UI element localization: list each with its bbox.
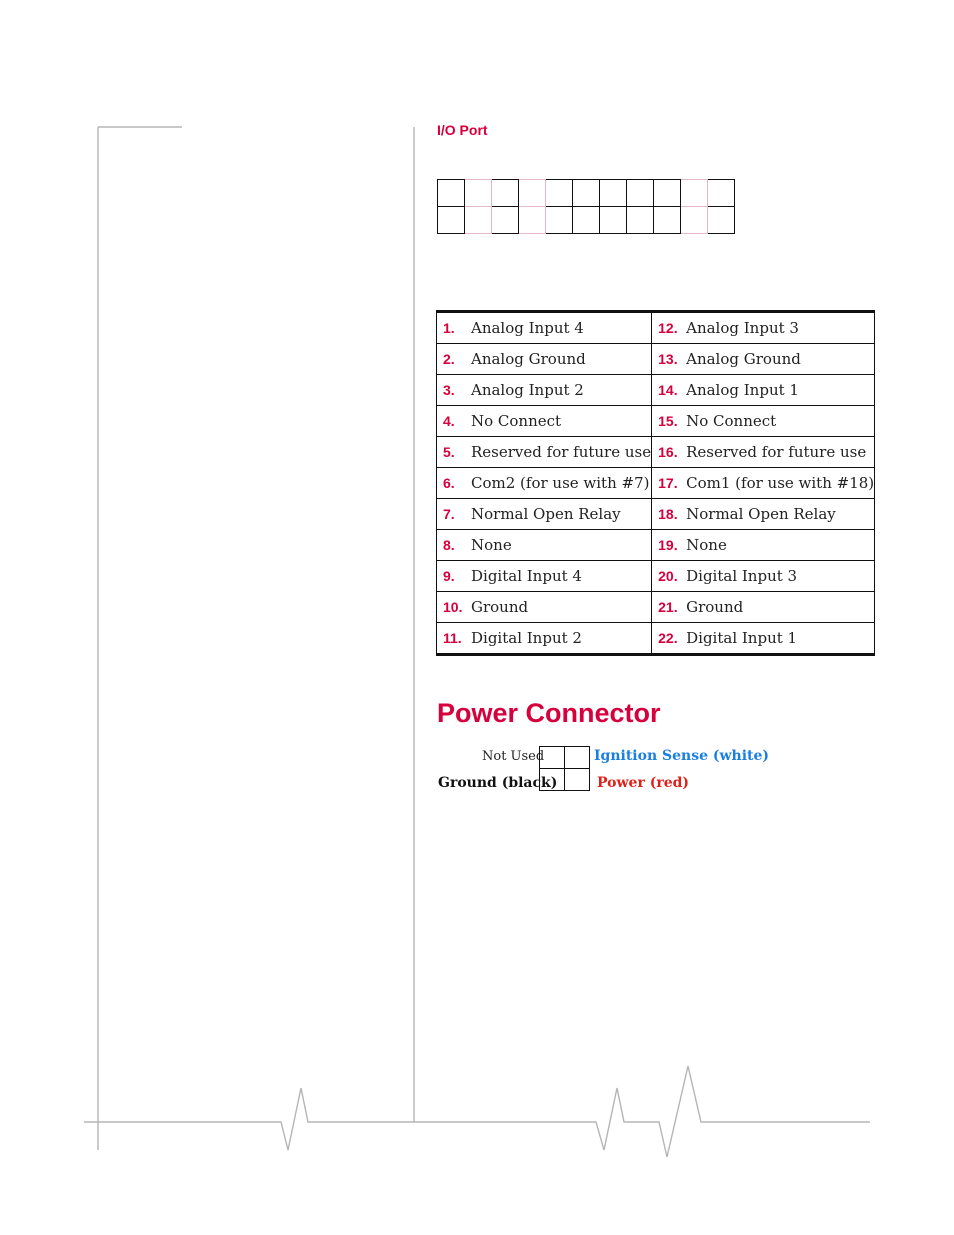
pin-cell [465,207,492,234]
pin-label: Digital Input 1 [686,629,798,647]
pin-number: 1. [443,320,455,336]
pin-entry-left [437,499,652,530]
power-pin-cell [540,747,565,769]
table-row [437,623,875,655]
pin-entry-left [437,623,652,655]
pin-entry-left [437,592,652,623]
pin-number: 9. [443,568,455,584]
power-connector-title: Power Connector [437,698,661,728]
io-port-title: I/O Port [437,122,488,138]
pin-number: 20. [658,568,678,584]
pin-label: Analog Ground [686,350,801,368]
pin-cell [627,207,654,234]
pin-label: No Connect [471,412,562,430]
pin-cell [492,180,519,207]
pin-entry-left [437,406,652,437]
pin-number: 16. [658,444,678,460]
pin-entry-left [437,530,652,561]
pin-cell [708,180,735,207]
power-label: Power (red) [597,775,690,791]
not-used-label: Not Used [482,749,545,764]
pin-cell [681,207,708,234]
pin-number: 21. [658,599,678,615]
table-row [437,406,875,437]
pin-label: Normal Open Relay [686,505,836,523]
pin-label: Analog Input 2 [471,381,584,399]
pin-entry-left [437,312,652,344]
pin-number: 13. [658,351,678,367]
pin-entry-right [652,468,875,499]
pin-entry-right [652,344,875,375]
pin-entry-left [437,437,652,468]
pin-entry-left [437,344,652,375]
pin-label: Com1 (for use with #18) [686,474,875,492]
pin-number: 18. [658,506,678,522]
pin-cell [465,180,492,207]
pin-number: 6. [443,475,455,491]
ground-label: Ground (black) [438,775,558,791]
pin-cell [627,180,654,207]
pin-number: 14. [658,382,678,398]
pin-cell [492,207,519,234]
pin-cell [681,180,708,207]
pin-label: Digital Input 3 [686,567,798,585]
pin-entry-right [652,530,875,561]
pin-cell [519,180,546,207]
pin-label: Analog Ground [471,350,586,368]
pin-entry-right [652,375,875,406]
pin-number: 8. [443,537,455,553]
pin-number: 15. [658,413,678,429]
pin-cell [600,180,627,207]
table-row [437,437,875,468]
pin-number: 2. [443,351,455,367]
pin-label: Reserved for future use [471,443,652,461]
pin-cell [708,207,735,234]
pin-entry-right [652,437,875,468]
table-row [437,530,875,561]
pin-number: 7. [443,506,455,522]
pin-cell [519,207,546,234]
pin-cell [600,207,627,234]
pin-number: 3. [443,382,455,398]
pin-number: 22. [658,630,678,646]
pin-cell [573,180,600,207]
pin-entry-left [437,468,652,499]
pin-label: Digital Input 2 [471,629,582,647]
pin-entry-right [652,623,875,655]
table-row [437,561,875,592]
pin-label: Analog Input 3 [686,319,799,337]
pin-entry-right [652,406,875,437]
pin-label: Com2 (for use with #7) [471,474,650,492]
pinout-table [436,310,875,656]
pin-label: Reserved for future use [686,443,867,461]
table-row [437,344,875,375]
pin-entry-right [652,499,875,530]
pin-cell [573,207,600,234]
pin-number: 17. [658,475,678,491]
pin-number: 19. [658,537,678,553]
table-row [437,499,875,530]
pin-entry-right [652,561,875,592]
power-pin-cell [565,769,590,791]
pin-number: 5. [443,444,455,460]
ignition-sense-label: Ignition Sense (white) [594,748,770,764]
pin-label: No Connect [686,412,777,430]
pin-label: None [686,536,727,554]
pin-entry-right [652,312,875,344]
pin-cell [438,207,465,234]
pin-number: 12. [658,320,678,336]
table-row [437,468,875,499]
power-pin-cell [565,747,590,769]
pin-number: 10. [443,599,463,615]
pin-cell [546,180,573,207]
pin-entry-right [652,592,875,623]
pin-cell [546,207,573,234]
pin-entry-left [437,561,652,592]
pin-number: 4. [443,413,455,429]
pin-cell [654,207,681,234]
table-row [437,592,875,623]
pin-cell [654,180,681,207]
pin-label: Ground [471,598,529,616]
pin-entry-left [437,375,652,406]
pin-cell [438,180,465,207]
power-pin-cell [540,769,565,791]
pinout-table-body [437,312,875,655]
pin-label: Digital Input 4 [471,567,582,585]
pin-label: Analog Input 4 [471,319,584,337]
heartbeat-footer-line [84,1066,870,1157]
pin-label: None [471,536,512,554]
table-row [437,375,875,406]
pin-label: Analog Input 1 [686,381,799,399]
table-row [437,312,875,344]
pin-label: Normal Open Relay [471,505,621,523]
io-port-pin-diagram [437,179,735,234]
pin-label: Ground [686,598,744,616]
pin-number: 11. [443,630,462,646]
power-connector-diagram [539,746,590,791]
